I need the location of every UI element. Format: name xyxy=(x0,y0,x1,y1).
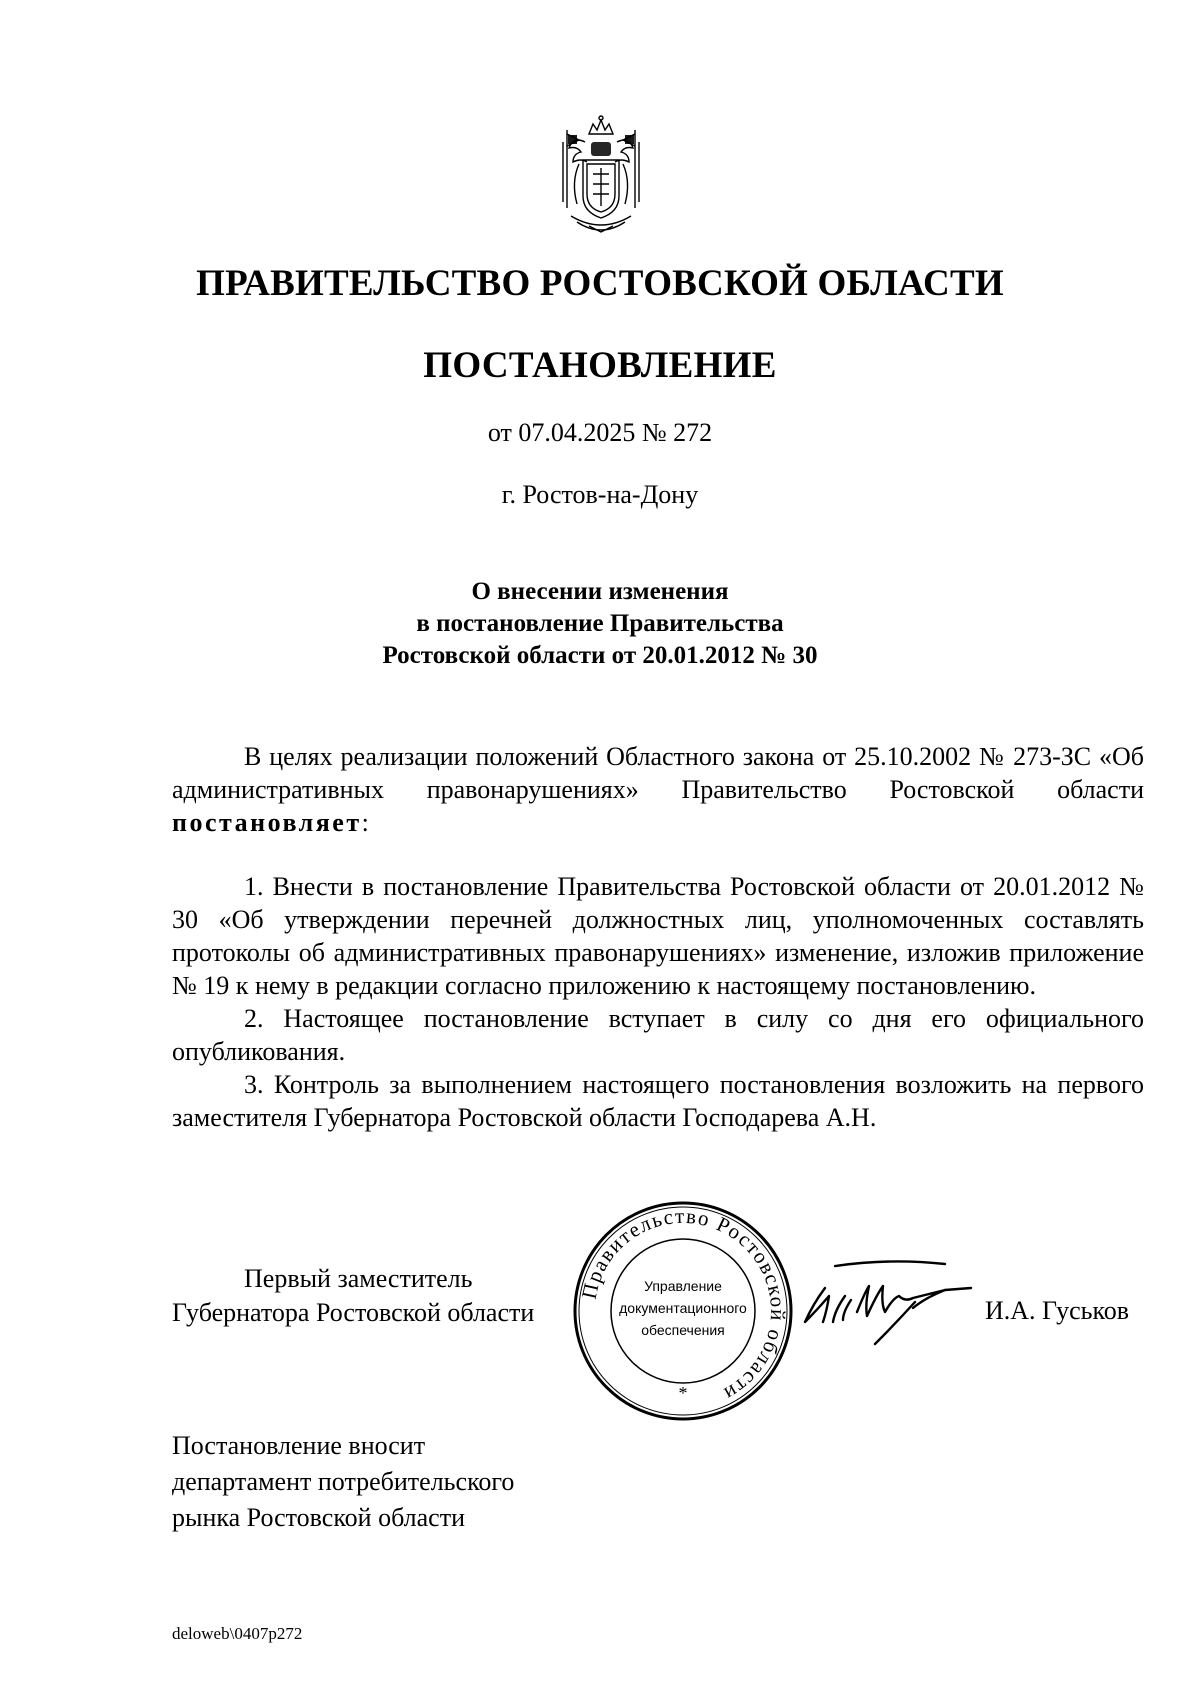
list-item: 2. Настоящее постановление вступает в силу со дня его официального опубликования. xyxy=(172,1004,1144,1066)
date-number: от 07.04.2025 № 272 xyxy=(487,418,713,447)
preamble-text: В целях реализации положений Областного закона от 25.10.2002 № 273-ЗС «Об административных правонарушениях» Правительство Ростовской области xyxy=(172,742,1144,804)
resolution-items xyxy=(172,870,1144,1134)
subject-line: Ростовской области от 20.01.2012 № 30 xyxy=(382,642,818,669)
stamp-inner-line: обеспечения xyxy=(641,1322,725,1338)
preamble-paragraph xyxy=(172,740,1144,839)
signatory-role xyxy=(172,1262,534,1330)
stamp-star: * xyxy=(678,1383,688,1403)
file-reference: deloweb\0407p272 xyxy=(172,1624,303,1643)
subject-line: О внесении изменения xyxy=(471,578,729,605)
subject-line: в постановление Правительства xyxy=(416,610,784,637)
submitter-line: департамент потребительского xyxy=(172,1467,515,1496)
preamble-suffix: : xyxy=(361,808,369,837)
coat-of-arms-icon xyxy=(559,112,643,247)
list-item: 3. Контроль за выполнением настоящего постановления возложить на первого заместителя Губернатора Ростовской области Господарева А.Н. xyxy=(172,1070,1144,1132)
stamp-outer-text: Правительство Ростовской области xyxy=(576,1203,791,1407)
stamp-inner-line: документационного xyxy=(619,1300,747,1316)
signatory-name: И.А. Гуськов xyxy=(985,1296,1130,1325)
city: г. Ростов-на-Дону xyxy=(501,480,699,509)
preamble-emphasis: постановляет xyxy=(172,808,362,837)
document-subject xyxy=(0,576,1200,672)
government-title: ПРАВИТЕЛЬСТВО РОСТОВСКОЙ ОБЛАСТИ xyxy=(196,263,1004,304)
stamp-inner-line: Управление xyxy=(644,1278,722,1294)
document-type: ПОСТАНОВЛЕНИЕ xyxy=(423,345,777,386)
submitter-note xyxy=(172,1428,514,1536)
submitter-line: Постановление вносит xyxy=(172,1431,426,1460)
handwritten-signature xyxy=(795,1252,975,1367)
role-line: Губернатора Ростовской области xyxy=(172,1298,535,1327)
submitter-line: рынка Ростовской области xyxy=(172,1503,465,1532)
list-item: 1. Внести в постановление Правительства Ростовской области от 20.01.2012 № 30 «Об утверждении перечней должностных лиц, уполномоченных составлять протоколы об административных правонарушениях» изменение, изложив приложение № 19 к нему в редакции согласно приложению к настоящему постановлению. xyxy=(172,872,1144,1000)
role-line: Первый заместитель xyxy=(244,1264,473,1293)
official-stamp xyxy=(568,1196,798,1431)
